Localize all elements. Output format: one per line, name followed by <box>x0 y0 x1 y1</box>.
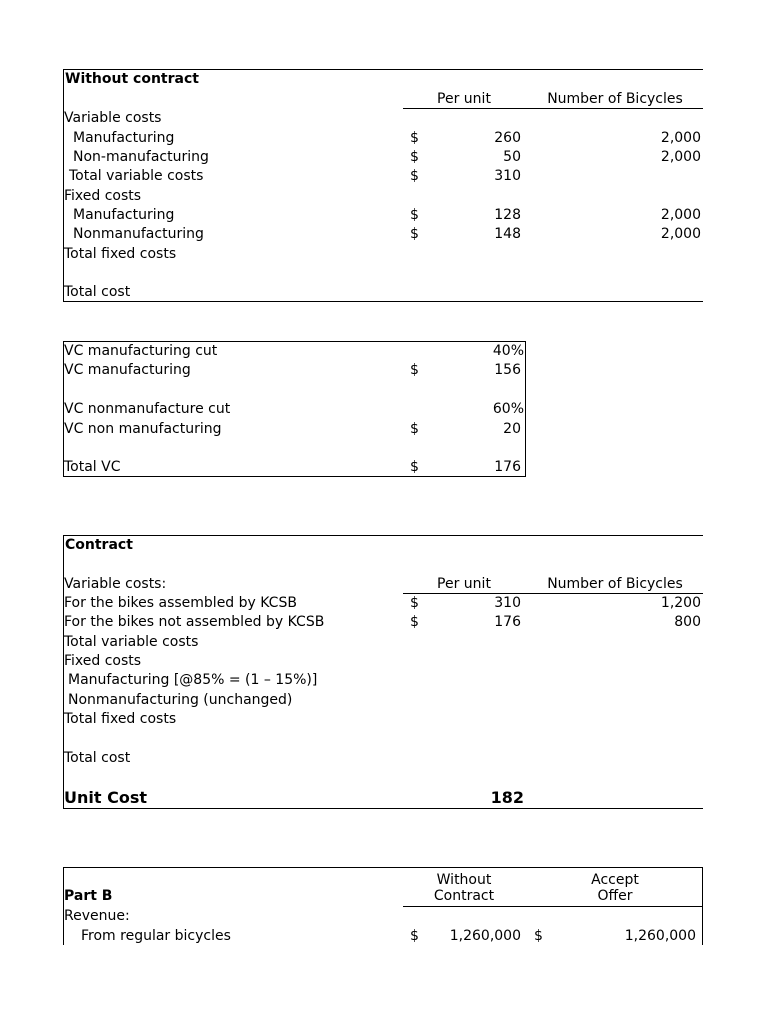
per-unit-value: 310 <box>494 595 521 611</box>
section-bottom-border <box>63 808 703 809</box>
dollar-sign: $ <box>534 928 543 944</box>
bicycles-value: 2,000 <box>660 130 701 146</box>
section-title: Part B <box>64 888 113 904</box>
dollar-sign: $ <box>410 421 419 437</box>
row-label: Nonmanufacturing (unchanged) <box>68 692 293 708</box>
row-label: Fixed costs <box>64 188 142 204</box>
revenue-label: Revenue: <box>64 908 130 924</box>
col-header-without: Without <box>436 872 492 888</box>
dollar-sign: $ <box>410 362 419 378</box>
dollar-sign: $ <box>410 595 419 611</box>
section-left-border <box>63 867 64 945</box>
without-value: 1,260,000 <box>449 928 521 944</box>
row-label: Total variable costs <box>69 168 204 184</box>
per-unit-value: 260 <box>494 130 521 146</box>
dollar-sign: $ <box>410 226 419 242</box>
header-underline <box>403 906 702 907</box>
accept-value: 1,260,000 <box>624 928 696 944</box>
dollar-sign: $ <box>410 928 419 944</box>
col-header-accept: Offer <box>597 888 633 904</box>
per-unit-value: 176 <box>494 614 521 630</box>
bicycles-value: 2,000 <box>660 149 701 165</box>
section-bottom-border <box>63 476 526 477</box>
header-underline <box>403 108 703 109</box>
col-header-per-unit: Per unit <box>437 576 491 592</box>
row-label: Nonmanufacturing <box>73 226 204 242</box>
row-value: 20 <box>503 421 521 437</box>
dollar-sign: $ <box>410 207 419 223</box>
row-label: For the bikes assembled by KCSB <box>64 595 297 611</box>
row-label: Total cost <box>64 750 131 766</box>
dollar-sign: $ <box>410 459 419 475</box>
col-header-bicycles: Number of Bicycles <box>547 576 683 592</box>
row-label: Total VC <box>64 459 121 475</box>
row-label: Total fixed costs <box>64 711 177 727</box>
bicycles-value: 800 <box>674 614 701 630</box>
row-label: Manufacturing <box>73 130 175 146</box>
bicycles-value: 2,000 <box>660 226 701 242</box>
dollar-sign: $ <box>410 130 419 146</box>
row-label: From regular bicycles <box>81 928 231 944</box>
per-unit-value: 128 <box>494 207 521 223</box>
bicycles-value: 1,200 <box>660 595 701 611</box>
section-top-border <box>63 867 703 868</box>
col-header-accept: Accept <box>591 872 639 888</box>
row-value: 156 <box>494 362 521 378</box>
dollar-sign: $ <box>410 168 419 184</box>
dollar-sign: $ <box>410 149 419 165</box>
row-label: Non-manufacturing <box>73 149 209 165</box>
row-label: VC non manufacturing <box>64 421 222 437</box>
section-bottom-border <box>63 301 703 302</box>
row-value: 176 <box>494 459 521 475</box>
row-label: Fixed costs <box>64 653 142 669</box>
section-top-border <box>63 535 703 536</box>
dollar-sign: $ <box>410 614 419 630</box>
section-left-border <box>63 69 64 302</box>
row-label: For the bikes not assembled by KCSB <box>64 614 325 630</box>
per-unit-value: 148 <box>494 226 521 242</box>
unit-cost-value: 182 <box>490 788 524 807</box>
bicycles-value: 2,000 <box>660 207 701 223</box>
row-label: VC nonmanufacture cut <box>64 401 231 417</box>
col-header-bicycles: Number of Bicycles <box>547 91 683 107</box>
section-title: Without contract <box>65 71 199 87</box>
section-title: Contract <box>65 537 133 553</box>
row-label: Manufacturing [@85% = (1 – 15%)] <box>68 672 318 688</box>
row-label: Variable costs: <box>64 576 167 592</box>
row-label: VC manufacturing cut <box>64 343 218 359</box>
row-value: 40% <box>492 343 524 359</box>
row-value: 60% <box>492 401 524 417</box>
per-unit-value: 310 <box>494 168 521 184</box>
row-label: VC manufacturing <box>64 362 191 378</box>
col-header-per-unit: Per unit <box>437 91 491 107</box>
unit-cost-label: Unit Cost <box>64 788 147 807</box>
row-label: Variable costs <box>64 110 162 126</box>
row-label: Total fixed costs <box>64 246 177 262</box>
col-header-without: Contract <box>433 888 495 904</box>
per-unit-value: 50 <box>503 149 521 165</box>
section-right-border <box>525 341 526 477</box>
row-label: Total variable costs <box>64 634 199 650</box>
section-right-border <box>702 867 703 945</box>
row-label: Total cost <box>64 284 131 300</box>
row-label: Manufacturing <box>73 207 175 223</box>
